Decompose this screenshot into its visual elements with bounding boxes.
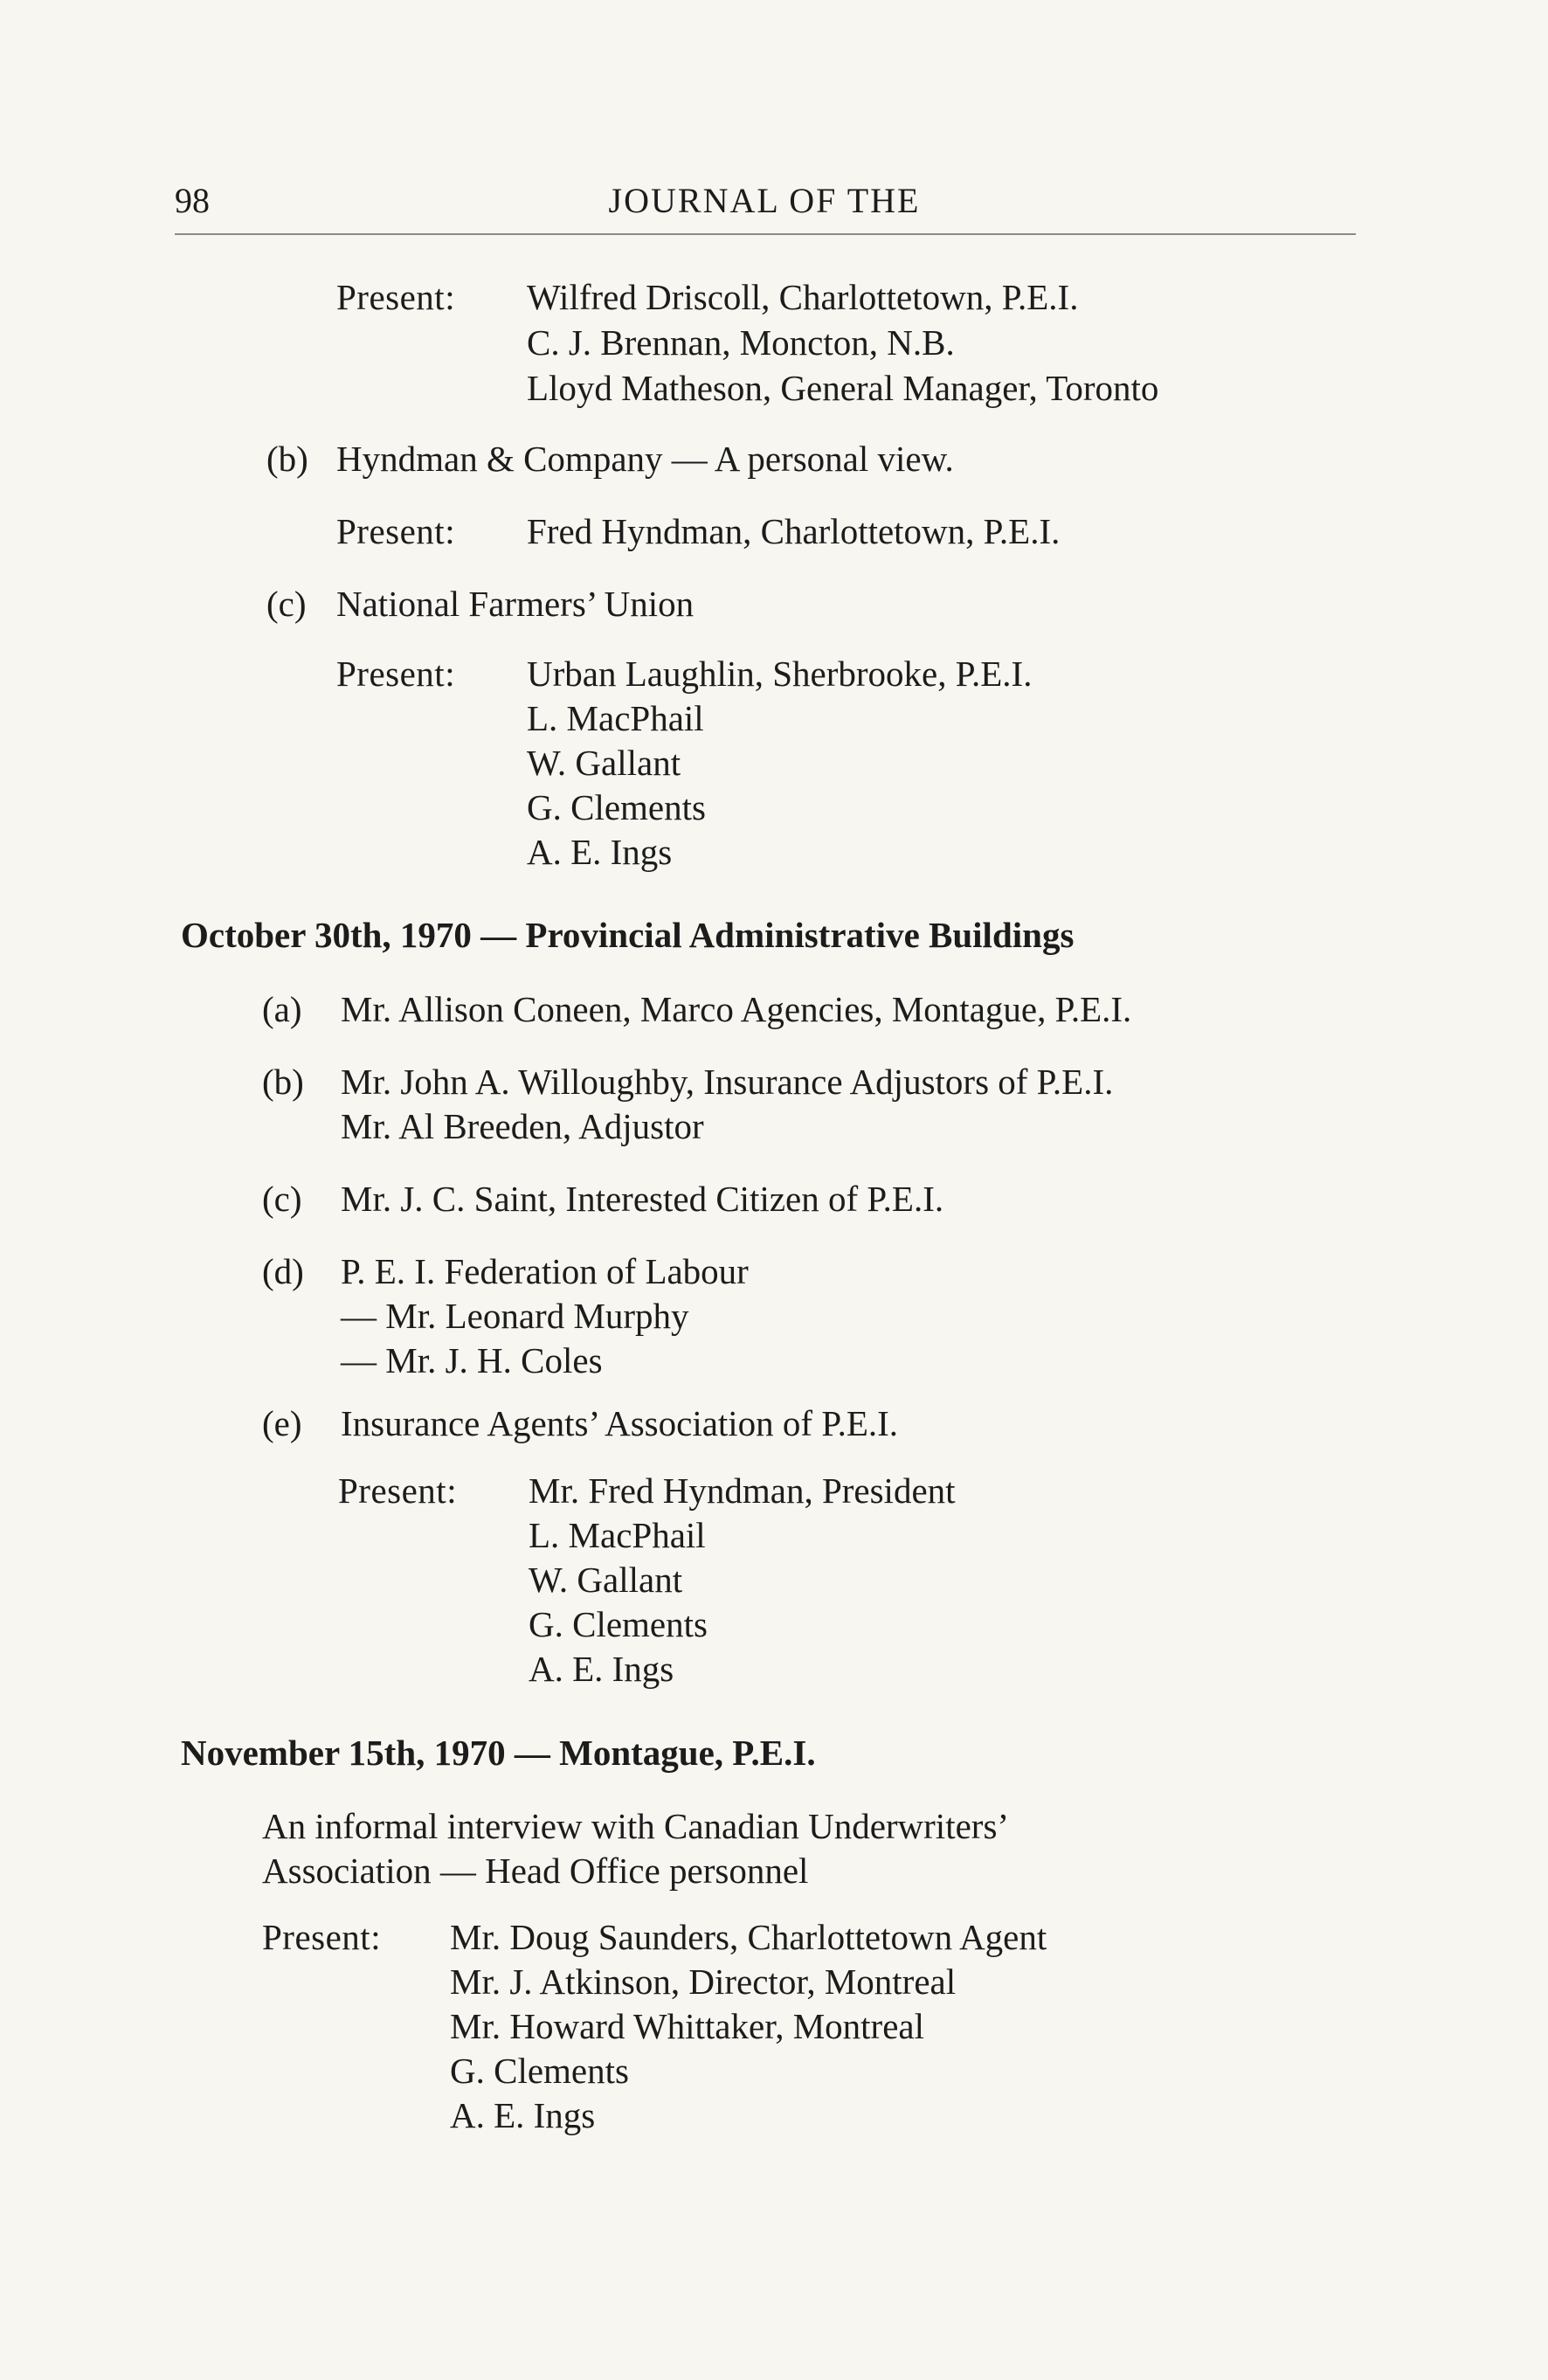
item-title: Hyndman & Company — A personal view. [336, 439, 954, 479]
attendee: Mr. Doug Saunders, Charlottetown Agent [450, 1917, 1047, 1957]
attendee: Urban Laughlin, Sherbrooke, P.E.I. [527, 654, 1033, 694]
present-label: Present: [262, 1917, 382, 1957]
item-line: Mr. Allison Coneen, Marco Agencies, Montague, P.E.I. [341, 989, 1132, 1029]
item-label: (d) [262, 1251, 304, 1291]
item-line: Mr. J. C. Saint, Interested Citizen of P.E.I. [341, 1179, 944, 1219]
item-title: National Farmers’ Union [336, 584, 695, 624]
item-line: P. E. I. Federation of Labour [341, 1251, 749, 1291]
item-label: (a) [262, 989, 302, 1029]
section-heading-october: October 30th, 1970 — Provincial Administrative Buildings [181, 915, 1075, 955]
attendee: G. Clements [529, 1604, 708, 1644]
attendee: G. Clements [450, 2051, 629, 2091]
attendee: L. MacPhail [527, 698, 704, 738]
attendee: G. Clements [527, 787, 706, 827]
item-label: (b) [266, 439, 308, 479]
header-rule [175, 233, 1356, 235]
present-label: Present: [336, 511, 456, 551]
item-line: Mr. Al Breeden, Adjustor [341, 1106, 704, 1146]
item-label: (c) [262, 1179, 302, 1219]
attendee: Mr. Fred Hyndman, President [529, 1470, 956, 1511]
attendee: A. E. Ings [529, 1649, 674, 1689]
item-line: — Mr. Leonard Murphy [341, 1296, 689, 1336]
attendee: W. Gallant [527, 743, 681, 783]
attendee: W. Gallant [529, 1560, 683, 1600]
page-number: 98 [175, 181, 210, 220]
attendee: L. MacPhail [529, 1515, 706, 1555]
item-line: — Mr. J. H. Coles [341, 1340, 603, 1380]
attendee: Lloyd Matheson, General Manager, Toronto [527, 368, 1159, 408]
attendee: A. E. Ings [527, 832, 673, 872]
description-line: Association — Head Office personnel [262, 1851, 809, 1891]
attendee: Fred Hyndman, Charlottetown, P.E.I. [527, 511, 1061, 551]
item-line: Mr. John A. Willoughby, Insurance Adjustors of P.E.I. [341, 1062, 1114, 1102]
section-heading-november: November 15th, 1970 — Montague, P.E.I. [181, 1733, 816, 1773]
page-header [175, 179, 1354, 223]
present-label: Present: [336, 654, 456, 694]
present-label: Present: [336, 277, 456, 317]
item-label: (b) [262, 1062, 304, 1102]
item-label: (c) [266, 584, 307, 624]
attendee: Mr. Howard Whittaker, Montreal [450, 2006, 924, 2046]
present-label: Present: [338, 1470, 458, 1511]
item-label: (e) [262, 1403, 302, 1443]
description-line: An informal interview with Canadian Underwriters’ [262, 1806, 1010, 1846]
attendee: C. J. Brennan, Moncton, N.B. [527, 322, 955, 363]
attendee: Mr. J. Atkinson, Director, Montreal [450, 1961, 957, 2002]
item-title: Insurance Agents’ Association of P.E.I. [341, 1403, 899, 1443]
attendee: A. E. Ings [450, 2095, 596, 2135]
running-title: JOURNAL OF THE [608, 181, 921, 220]
attendee: Wilfred Driscoll, Charlottetown, P.E.I. [527, 277, 1079, 317]
